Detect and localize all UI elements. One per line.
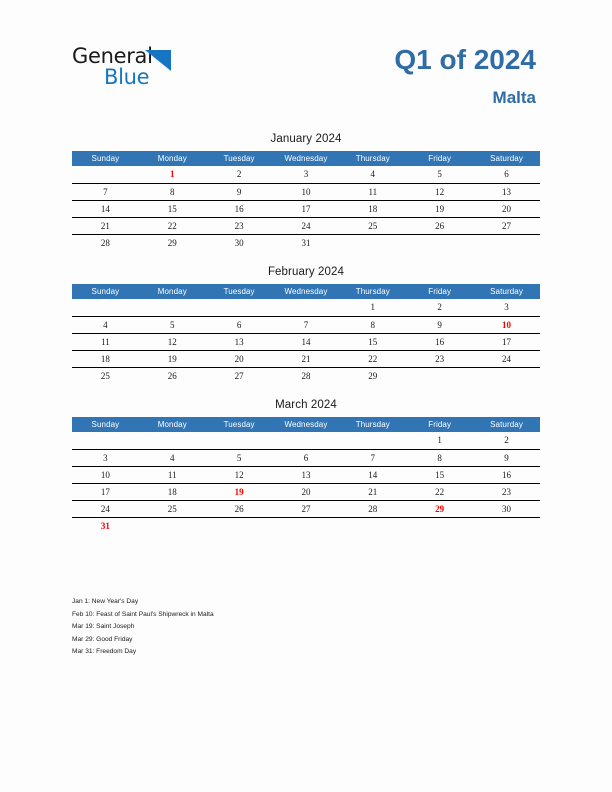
calendar-day-cell[interactable]: 31 xyxy=(301,237,311,248)
calendar-week-row xyxy=(72,432,540,449)
calendar-empty-cell xyxy=(273,517,340,534)
calendar-day-cell[interactable]: 15 xyxy=(139,200,206,217)
calendar-empty-cell xyxy=(473,367,540,384)
month-title: March 2024 xyxy=(275,399,337,411)
calendar-container xyxy=(72,133,540,549)
calendar-day-cell[interactable]: 16 xyxy=(206,200,273,217)
calendar-day-cell[interactable]: 19 xyxy=(406,200,473,217)
calendar-day-cell[interactable]: 23 xyxy=(406,350,473,367)
calendar-day-cell[interactable]: 27 xyxy=(273,500,340,517)
calendar-day-cell[interactable]: 21 xyxy=(72,217,139,234)
calendar-empty-cell xyxy=(339,234,406,251)
calendar-day-cell[interactable]: 6 xyxy=(206,316,273,333)
calendar-day-cell[interactable]: 26 xyxy=(406,217,473,234)
month-title: February 2024 xyxy=(267,266,345,278)
calendar-day-cell[interactable]: 1 xyxy=(139,166,206,183)
holiday-legend-item: Mar 31: Freedom Day xyxy=(72,648,137,656)
calendar-day-cell[interactable]: 12 xyxy=(139,333,206,350)
calendar-table-march xyxy=(72,417,540,534)
calendar-day-cell[interactable]: 13 xyxy=(473,183,540,200)
calendar-day-cell[interactable]: 8 xyxy=(339,316,406,333)
holiday-legend-item: Mar 19: Saint Joseph xyxy=(72,623,135,631)
calendar-day-cell[interactable]: 24 xyxy=(273,217,340,234)
calendar-empty-cell xyxy=(406,367,473,384)
page-title: Q1 of 2024 xyxy=(394,44,536,75)
calendar-week-row xyxy=(72,316,540,333)
weekday-header-sunday: Sunday xyxy=(72,284,139,299)
calendar-day-cell[interactable]: 29 xyxy=(368,370,378,381)
brand-name-general: General xyxy=(72,44,153,68)
calendar-week-row xyxy=(72,500,540,517)
calendar-table-february xyxy=(72,284,540,384)
calendar-day-cell[interactable]: 1 xyxy=(339,299,406,316)
calendar-day-cell[interactable]: 22 xyxy=(139,217,206,234)
calendar-day-cell[interactable]: 4 xyxy=(72,316,139,333)
calendar-week-row xyxy=(72,367,540,384)
calendar-empty-cell xyxy=(339,432,406,449)
calendar-day-cell[interactable]: 3 xyxy=(473,299,540,316)
month-block-february xyxy=(72,266,540,384)
calendar-day-cell[interactable]: 23 xyxy=(473,483,540,500)
brand-logo xyxy=(72,44,262,96)
calendar-day-cell[interactable]: 28 xyxy=(301,370,311,381)
calendar-day-cell[interactable]: 25 xyxy=(100,370,110,381)
calendar-day-cell[interactable]: 22 xyxy=(339,350,406,367)
region-subtitle: Malta xyxy=(492,88,536,107)
calendar-week-row xyxy=(72,466,540,483)
weekday-header-wednesday: Wednesday xyxy=(273,284,340,299)
calendar-empty-cell xyxy=(139,299,206,316)
calendar-day-cell[interactable]: 13 xyxy=(273,466,340,483)
calendar-day-cell[interactable]: 3 xyxy=(273,166,340,183)
weekday-header-saturday: Saturday xyxy=(473,284,540,299)
calendar-day-cell[interactable]: 9 xyxy=(473,449,540,466)
calendar-day-cell[interactable]: 4 xyxy=(339,166,406,183)
calendar-empty-cell xyxy=(273,299,340,316)
calendar-day-cell[interactable]: 31 xyxy=(100,520,110,531)
calendar-day-cell[interactable]: 15 xyxy=(406,466,473,483)
weekday-header-thursday: Thursday xyxy=(339,151,406,166)
calendar-empty-cell xyxy=(406,517,473,534)
calendar-day-cell[interactable]: 10 xyxy=(273,183,340,200)
calendar-day-cell[interactable]: 10 xyxy=(473,316,540,333)
holiday-legend xyxy=(72,596,472,659)
calendar-day-cell[interactable]: 17 xyxy=(473,333,540,350)
calendar-day-cell[interactable]: 5 xyxy=(406,166,473,183)
calendar-day-cell[interactable]: 18 xyxy=(139,483,206,500)
calendar-empty-cell xyxy=(406,234,473,251)
weekday-header-tuesday: Tuesday xyxy=(206,284,273,299)
weekday-header-tuesday: Tuesday xyxy=(206,417,273,432)
calendar-day-cell[interactable]: 17 xyxy=(72,483,139,500)
calendar-day-cell[interactable]: 8 xyxy=(139,183,206,200)
calendar-day-cell[interactable]: 20 xyxy=(273,483,340,500)
calendar-day-cell[interactable]: 10 xyxy=(72,466,139,483)
holiday-legend-item: Feb 10: Feast of Saint Paul's Shipwreck in Malta xyxy=(72,610,214,618)
calendar-day-cell[interactable]: 20 xyxy=(473,200,540,217)
calendar-empty-cell xyxy=(72,166,139,183)
weekday-header-wednesday: Wednesday xyxy=(273,151,340,166)
calendar-day-cell[interactable]: 1 xyxy=(406,432,473,449)
calendar-week-row xyxy=(72,517,540,534)
calendar-day-cell[interactable]: 14 xyxy=(273,333,340,350)
calendar-day-cell[interactable]: 7 xyxy=(339,449,406,466)
calendar-day-cell[interactable]: 5 xyxy=(139,316,206,333)
calendar-day-cell[interactable]: 19 xyxy=(206,483,273,500)
calendar-day-cell[interactable]: 6 xyxy=(473,166,540,183)
weekday-header-wednesday: Wednesday xyxy=(273,417,340,432)
calendar-day-cell[interactable]: 12 xyxy=(206,466,273,483)
weekday-header-monday: Monday xyxy=(139,151,206,166)
calendar-empty-cell xyxy=(72,299,139,316)
calendar-week-row xyxy=(72,183,540,200)
calendar-day-cell[interactable]: 7 xyxy=(72,183,139,200)
calendar-day-cell[interactable]: 2 xyxy=(406,299,473,316)
weekday-header-tuesday: Tuesday xyxy=(206,151,273,166)
calendar-day-cell[interactable]: 17 xyxy=(273,200,340,217)
calendar-day-cell[interactable]: 27 xyxy=(234,370,244,381)
month-title: January 2024 xyxy=(270,133,342,145)
calendar-empty-cell xyxy=(206,517,273,534)
calendar-day-cell[interactable]: 4 xyxy=(139,449,206,466)
calendar-day-cell[interactable]: 21 xyxy=(273,350,340,367)
weekday-header-row xyxy=(72,417,540,432)
calendar-day-cell[interactable]: 30 xyxy=(473,500,540,517)
calendar-week-row xyxy=(72,483,540,500)
calendar-week-row xyxy=(72,166,540,183)
calendar-day-cell[interactable]: 23 xyxy=(206,217,273,234)
calendar-day-cell[interactable]: 13 xyxy=(206,333,273,350)
calendar-week-row xyxy=(72,217,540,234)
calendar-day-cell[interactable]: 29 xyxy=(167,237,177,248)
weekday-header-row xyxy=(72,284,540,299)
calendar-week-row xyxy=(72,350,540,367)
calendar-day-cell[interactable]: 5 xyxy=(206,449,273,466)
page-header xyxy=(0,0,612,130)
calendar-empty-cell xyxy=(72,432,139,449)
calendar-day-cell[interactable]: 7 xyxy=(273,316,340,333)
calendar-day-cell[interactable]: 18 xyxy=(72,350,139,367)
holiday-legend-item: Mar 29: Good Friday xyxy=(72,635,133,643)
calendar-empty-cell xyxy=(273,432,340,449)
calendar-day-cell[interactable]: 16 xyxy=(406,333,473,350)
calendar-day-cell[interactable]: 27 xyxy=(473,217,540,234)
weekday-header-friday: Friday xyxy=(406,417,473,432)
calendar-empty-cell xyxy=(473,234,540,251)
calendar-day-cell[interactable]: 6 xyxy=(273,449,340,466)
calendar-week-row xyxy=(72,333,540,350)
calendar-table-january xyxy=(72,151,540,251)
brand-name-blue: Blue xyxy=(104,65,150,89)
weekday-header-thursday: Thursday xyxy=(339,417,406,432)
calendar-body xyxy=(72,432,540,534)
calendar-week-row xyxy=(72,234,540,251)
calendar-day-cell[interactable]: 11 xyxy=(72,333,139,350)
calendar-day-cell[interactable]: 28 xyxy=(339,500,406,517)
weekday-header-saturday: Saturday xyxy=(473,151,540,166)
calendar-day-cell[interactable]: 9 xyxy=(206,183,273,200)
weekday-header-friday: Friday xyxy=(406,151,473,166)
calendar-body xyxy=(72,299,540,384)
calendar-day-cell[interactable]: 26 xyxy=(167,370,177,381)
calendar-day-cell[interactable]: 20 xyxy=(206,350,273,367)
calendar-day-cell[interactable]: 18 xyxy=(339,200,406,217)
calendar-day-cell[interactable]: 14 xyxy=(339,466,406,483)
weekday-header-sunday: Sunday xyxy=(72,417,139,432)
calendar-day-cell[interactable]: 11 xyxy=(339,183,406,200)
calendar-day-cell[interactable]: 21 xyxy=(339,483,406,500)
calendar-empty-cell xyxy=(206,299,273,316)
calendar-day-cell[interactable]: 16 xyxy=(473,466,540,483)
calendar-day-cell[interactable]: 3 xyxy=(72,449,139,466)
calendar-day-cell[interactable]: 25 xyxy=(339,217,406,234)
calendar-day-cell[interactable]: 25 xyxy=(139,500,206,517)
calendar-day-cell[interactable]: 12 xyxy=(406,183,473,200)
calendar-day-cell[interactable]: 29 xyxy=(406,500,473,517)
calendar-empty-cell xyxy=(139,517,206,534)
calendar-day-cell[interactable]: 2 xyxy=(206,166,273,183)
calendar-day-cell[interactable]: 11 xyxy=(139,466,206,483)
calendar-day-cell[interactable]: 15 xyxy=(339,333,406,350)
calendar-day-cell[interactable]: 28 xyxy=(100,237,110,248)
weekday-header-saturday: Saturday xyxy=(473,417,540,432)
weekday-header-monday: Monday xyxy=(139,284,206,299)
calendar-week-row xyxy=(72,200,540,217)
calendar-day-cell[interactable]: 24 xyxy=(72,500,139,517)
calendar-day-cell[interactable]: 9 xyxy=(406,316,473,333)
calendar-day-cell[interactable]: 22 xyxy=(406,483,473,500)
calendar-day-cell[interactable]: 19 xyxy=(139,350,206,367)
calendar-empty-cell xyxy=(473,517,540,534)
month-block-january xyxy=(72,133,540,251)
weekday-header-row xyxy=(72,151,540,166)
calendar-empty-cell xyxy=(339,517,406,534)
calendar-week-row xyxy=(72,449,540,466)
calendar-day-cell[interactable]: 24 xyxy=(473,350,540,367)
calendar-day-cell[interactable]: 2 xyxy=(473,432,540,449)
calendar-day-cell[interactable]: 30 xyxy=(234,237,244,248)
weekday-header-sunday: Sunday xyxy=(72,151,139,166)
weekday-header-friday: Friday xyxy=(406,284,473,299)
calendar-body xyxy=(72,166,540,251)
month-block-march xyxy=(72,399,540,534)
calendar-empty-cell xyxy=(139,432,206,449)
weekday-header-monday: Monday xyxy=(139,417,206,432)
calendar-week-row xyxy=(72,299,540,316)
calendar-day-cell[interactable]: 14 xyxy=(72,200,139,217)
calendar-day-cell[interactable]: 26 xyxy=(206,500,273,517)
holiday-legend-item: Jan 1: New Year's Day xyxy=(72,598,139,605)
weekday-header-thursday: Thursday xyxy=(339,284,406,299)
calendar-empty-cell xyxy=(206,432,273,449)
calendar-day-cell[interactable]: 8 xyxy=(406,449,473,466)
triangle-icon xyxy=(145,50,171,71)
